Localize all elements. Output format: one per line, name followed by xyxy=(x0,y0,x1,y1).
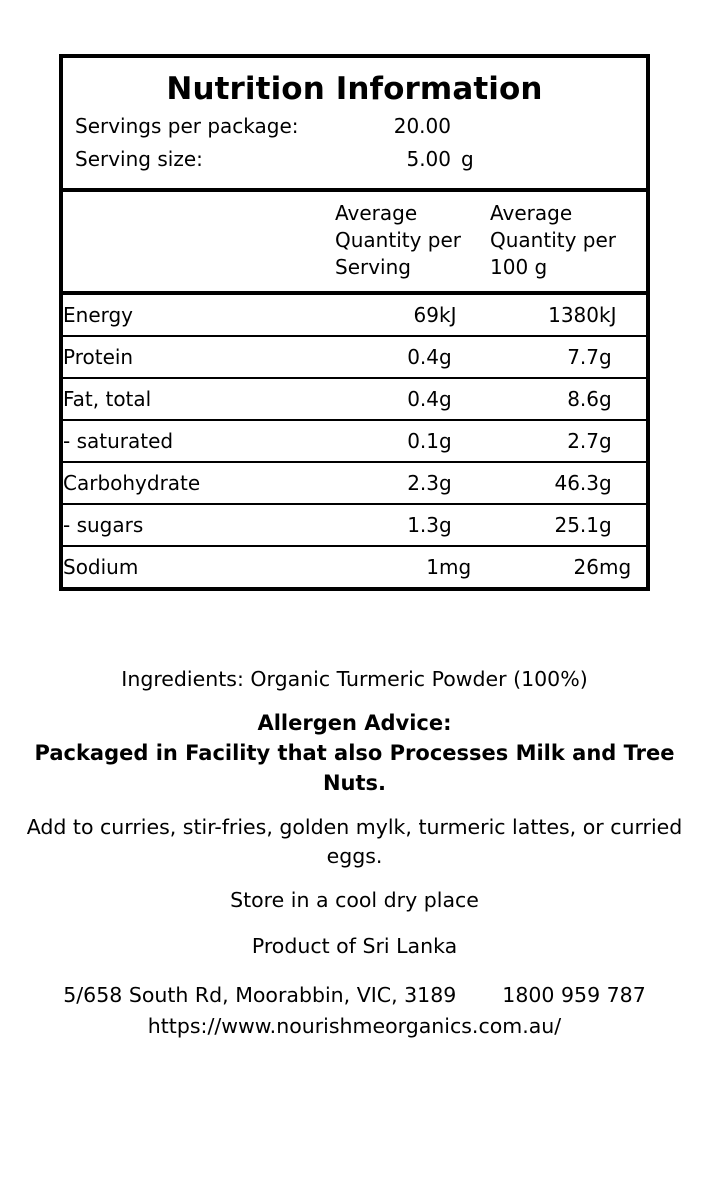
nutrient-serving-unit: g xyxy=(439,420,501,462)
company-website[interactable]: https://www.nourishmeorganics.com.au/ xyxy=(147,1014,562,1039)
table-row xyxy=(63,378,646,420)
table-row xyxy=(63,504,646,546)
servings-section xyxy=(63,112,646,188)
nutrient-serving-value: 2.3 xyxy=(329,462,439,504)
serving-size-value: 5.00 xyxy=(406,147,451,172)
ingredients-text: Ingredients: Organic Turmeric Powder (100%) xyxy=(121,667,588,691)
nutrient-name: - sugars xyxy=(63,504,329,546)
storage-instruction-text: Store in a cool dry place xyxy=(230,887,479,912)
contact-row xyxy=(0,983,709,1007)
company-address: 5/658 South Rd, Moorabbin, VIC, 3189 xyxy=(63,983,457,1008)
nutrient-name: Fat, total xyxy=(63,378,329,420)
nutrient-per100-value: 26 xyxy=(501,546,599,587)
nutrient-serving-value: 1.3 xyxy=(329,504,439,546)
nutrient-per100-value: 8.6 xyxy=(501,378,599,420)
table-row xyxy=(63,546,646,587)
page-title: Nutrition Information xyxy=(166,71,543,107)
nutrient-serving-unit: g xyxy=(439,504,501,546)
nutrient-per100-unit: kJ xyxy=(599,303,617,328)
nutrient-per100-value: 25.1 xyxy=(501,504,599,546)
nutrient-serving-value: 1 xyxy=(329,546,439,587)
nutrient-per100-unit: g xyxy=(599,462,646,504)
nutrient-serving-value: 0.1 xyxy=(329,420,439,462)
servings-per-package-label: Servings per package: xyxy=(75,114,299,139)
nutrient-name: Carbohydrate xyxy=(63,462,329,504)
nutrient-per100-value: 2.7 xyxy=(501,420,599,462)
serving-size-row xyxy=(63,145,646,178)
table-row xyxy=(63,336,646,378)
nutrient-serving-value: 69 xyxy=(413,303,439,328)
column-header-per-100g: Average Quantity per 100 g xyxy=(490,201,617,280)
nutrient-serving-unit: g xyxy=(439,336,501,378)
country-of-origin-text: Product of Sri Lanka xyxy=(251,933,458,958)
column-header-per-serving: Average Quantity per Serving xyxy=(335,201,462,280)
nutrient-name: Protein xyxy=(63,336,329,378)
nutrient-per100-value: 1380 xyxy=(548,303,599,328)
serving-size-unit: g xyxy=(461,147,474,172)
nutrient-table xyxy=(63,295,646,587)
nutrient-serving-unit: g xyxy=(439,378,501,420)
usage-suggestion-text: Add to curries, stir-fries, golden mylk, turmeric lattes, or curried eggs. xyxy=(26,814,683,868)
nutrient-name: Energy xyxy=(63,303,134,328)
nutrient-per100-unit: g xyxy=(599,420,646,462)
nutrient-per100-unit: g xyxy=(599,336,646,378)
nutrition-information-panel xyxy=(59,54,650,591)
serving-size-label: Serving size: xyxy=(75,147,203,172)
nutrient-per100-value: 7.7 xyxy=(501,336,599,378)
nutrient-per100-value: 46.3 xyxy=(501,462,599,504)
nutrient-per100-unit: g xyxy=(599,378,646,420)
nutrient-serving-value: 0.4 xyxy=(329,336,439,378)
nutrient-serving-unit: g xyxy=(439,462,501,504)
nutrient-name: Sodium xyxy=(63,546,329,587)
column-header-blank xyxy=(63,200,335,281)
nutrient-per100-unit: mg xyxy=(599,546,646,587)
nutrient-serving-unit: mg xyxy=(439,546,501,587)
allergen-advice-heading: Allergen Advice: xyxy=(257,711,452,736)
nutrient-serving-unit: kJ xyxy=(439,303,457,328)
table-row xyxy=(63,420,646,462)
nutrient-name: - saturated xyxy=(63,420,329,462)
servings-per-package-row xyxy=(63,112,646,145)
column-header-row xyxy=(63,192,646,291)
nutrient-serving-value: 0.4 xyxy=(329,378,439,420)
table-row xyxy=(63,295,646,336)
allergen-advice-text: Packaged in Facility that also Processes Milk and Tree Nuts. xyxy=(34,740,675,795)
label-text-block xyxy=(0,664,709,1041)
company-phone: 1800 959 787 xyxy=(502,983,646,1008)
table-row xyxy=(63,462,646,504)
nutrient-per100-unit: g xyxy=(599,504,646,546)
servings-per-package-value: 20.00 xyxy=(393,114,451,139)
